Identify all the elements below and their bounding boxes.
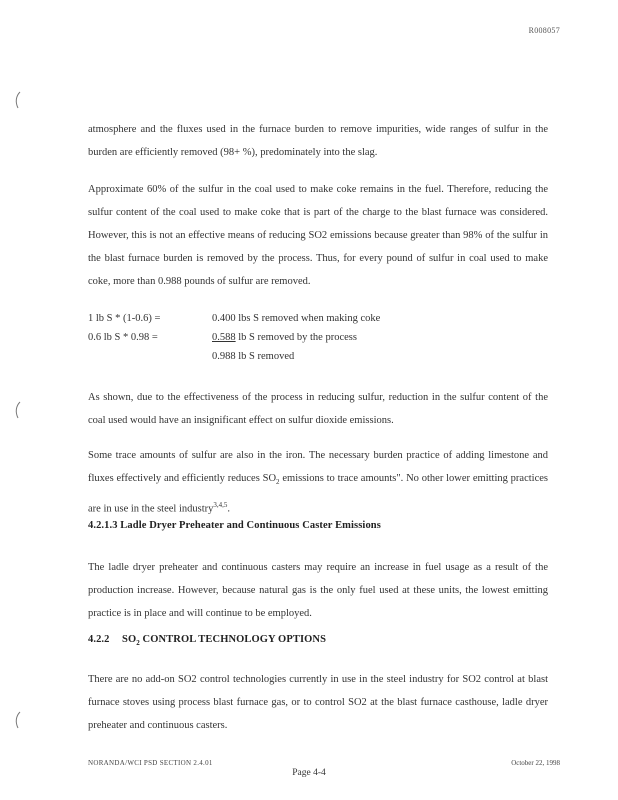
footer-document-id: NORANDA/WCI PSD SECTION 2.4.01	[88, 759, 213, 767]
paragraph: There are no add-on SO2 control technologies currently in use in the steel industry for SO2 control at blast furnace stoves using process blast furnace gas, or to control SO2 at the blast furnace casthouse, ladle dryer preheater and continuous casters.	[88, 674, 548, 731]
calculation-line	[88, 328, 380, 347]
paragraph: The ladle dryer preheater and continuous casters may require an increase in fuel usage as a result of the production increase. However, because natural gas is the only fuel used at these units, the lowest emitting practice is in place and will continue to be employed.	[88, 562, 548, 619]
punch-hole-mark	[14, 90, 22, 110]
section-heading: 4.2.1.3 Ladle Dryer Preheater and Continuous Caster Emissions	[88, 520, 381, 531]
punch-hole-mark	[14, 400, 22, 420]
calculation-result: lb S removed by the process	[235, 332, 357, 343]
calculation-line	[88, 309, 380, 328]
document-code: R008057	[528, 26, 560, 35]
section-number: 4.2.2	[88, 634, 110, 645]
paragraph-text: emissions to trace amounts". No other lower emitting practices are in use in the steel industry	[88, 473, 548, 515]
punch-hole-mark	[14, 710, 22, 730]
paragraph: atmosphere and the fluxes used in the furnace burden to remove impurities, wide ranges of sulfur in the burden are efficiently removed (98+ %), predominately into the slag.	[88, 124, 548, 158]
footer-date: October 22, 1998	[511, 759, 560, 767]
page-number: Page 4-4	[292, 768, 326, 778]
calculation-result-value: 0.588	[212, 332, 236, 343]
reference-superscript: 3,4,5	[213, 501, 228, 510]
paragraph: As shown, due to the effectiveness of the process in reducing sulfur, reduction in the sulfur content of the coal used would have an insignificant effect on sulfur dioxide emissions.	[88, 392, 548, 426]
paragraph: Approximate 60% of the sulfur in the coal used to make coke remains in the fuel. Therefore, reducing the sulfur content of the coal used to make coke that is part of the charge to the blast furnace was considered. However, this is not an effective means of reducing SO2 emissions because greater than 98% of the sulfur in the blast furnace burden is removed by the process. Thus, for every pound of sulfur in coal used to make coke, more than 0.988 pounds of sulfur are removed.	[88, 184, 548, 287]
calculation-result: 0.988 lb S removed	[212, 351, 295, 362]
paragraph-text: Some trace amounts of sulfur are also in the iron. The necessary burden practice of adding limestone and fluxes effectively and efficiently reduces SO	[88, 450, 548, 484]
calculation-equation: 1 lb S * (1-0.6) =	[88, 313, 161, 324]
calculation-result: 0.400 lbs S removed when making coke	[212, 313, 381, 324]
calculation-block	[88, 309, 380, 366]
paragraph: Some trace amounts of sulfur are also in the iron. The necessary burden practice of adding limestone and fluxes effectively and efficiently reduces $SO_2$ emissions to trace amounts". No other lower emitting practices are in use in the steel industry$^{3,4,5}$.	[88, 450, 548, 515]
calculation-equation: 0.6 lb S * 0.98 =	[88, 332, 158, 343]
section-heading: 4.2.2 $SO_2$ CONTROL TECHNOLOGY OPTIONS	[88, 634, 327, 648]
calculation-line	[88, 347, 380, 366]
